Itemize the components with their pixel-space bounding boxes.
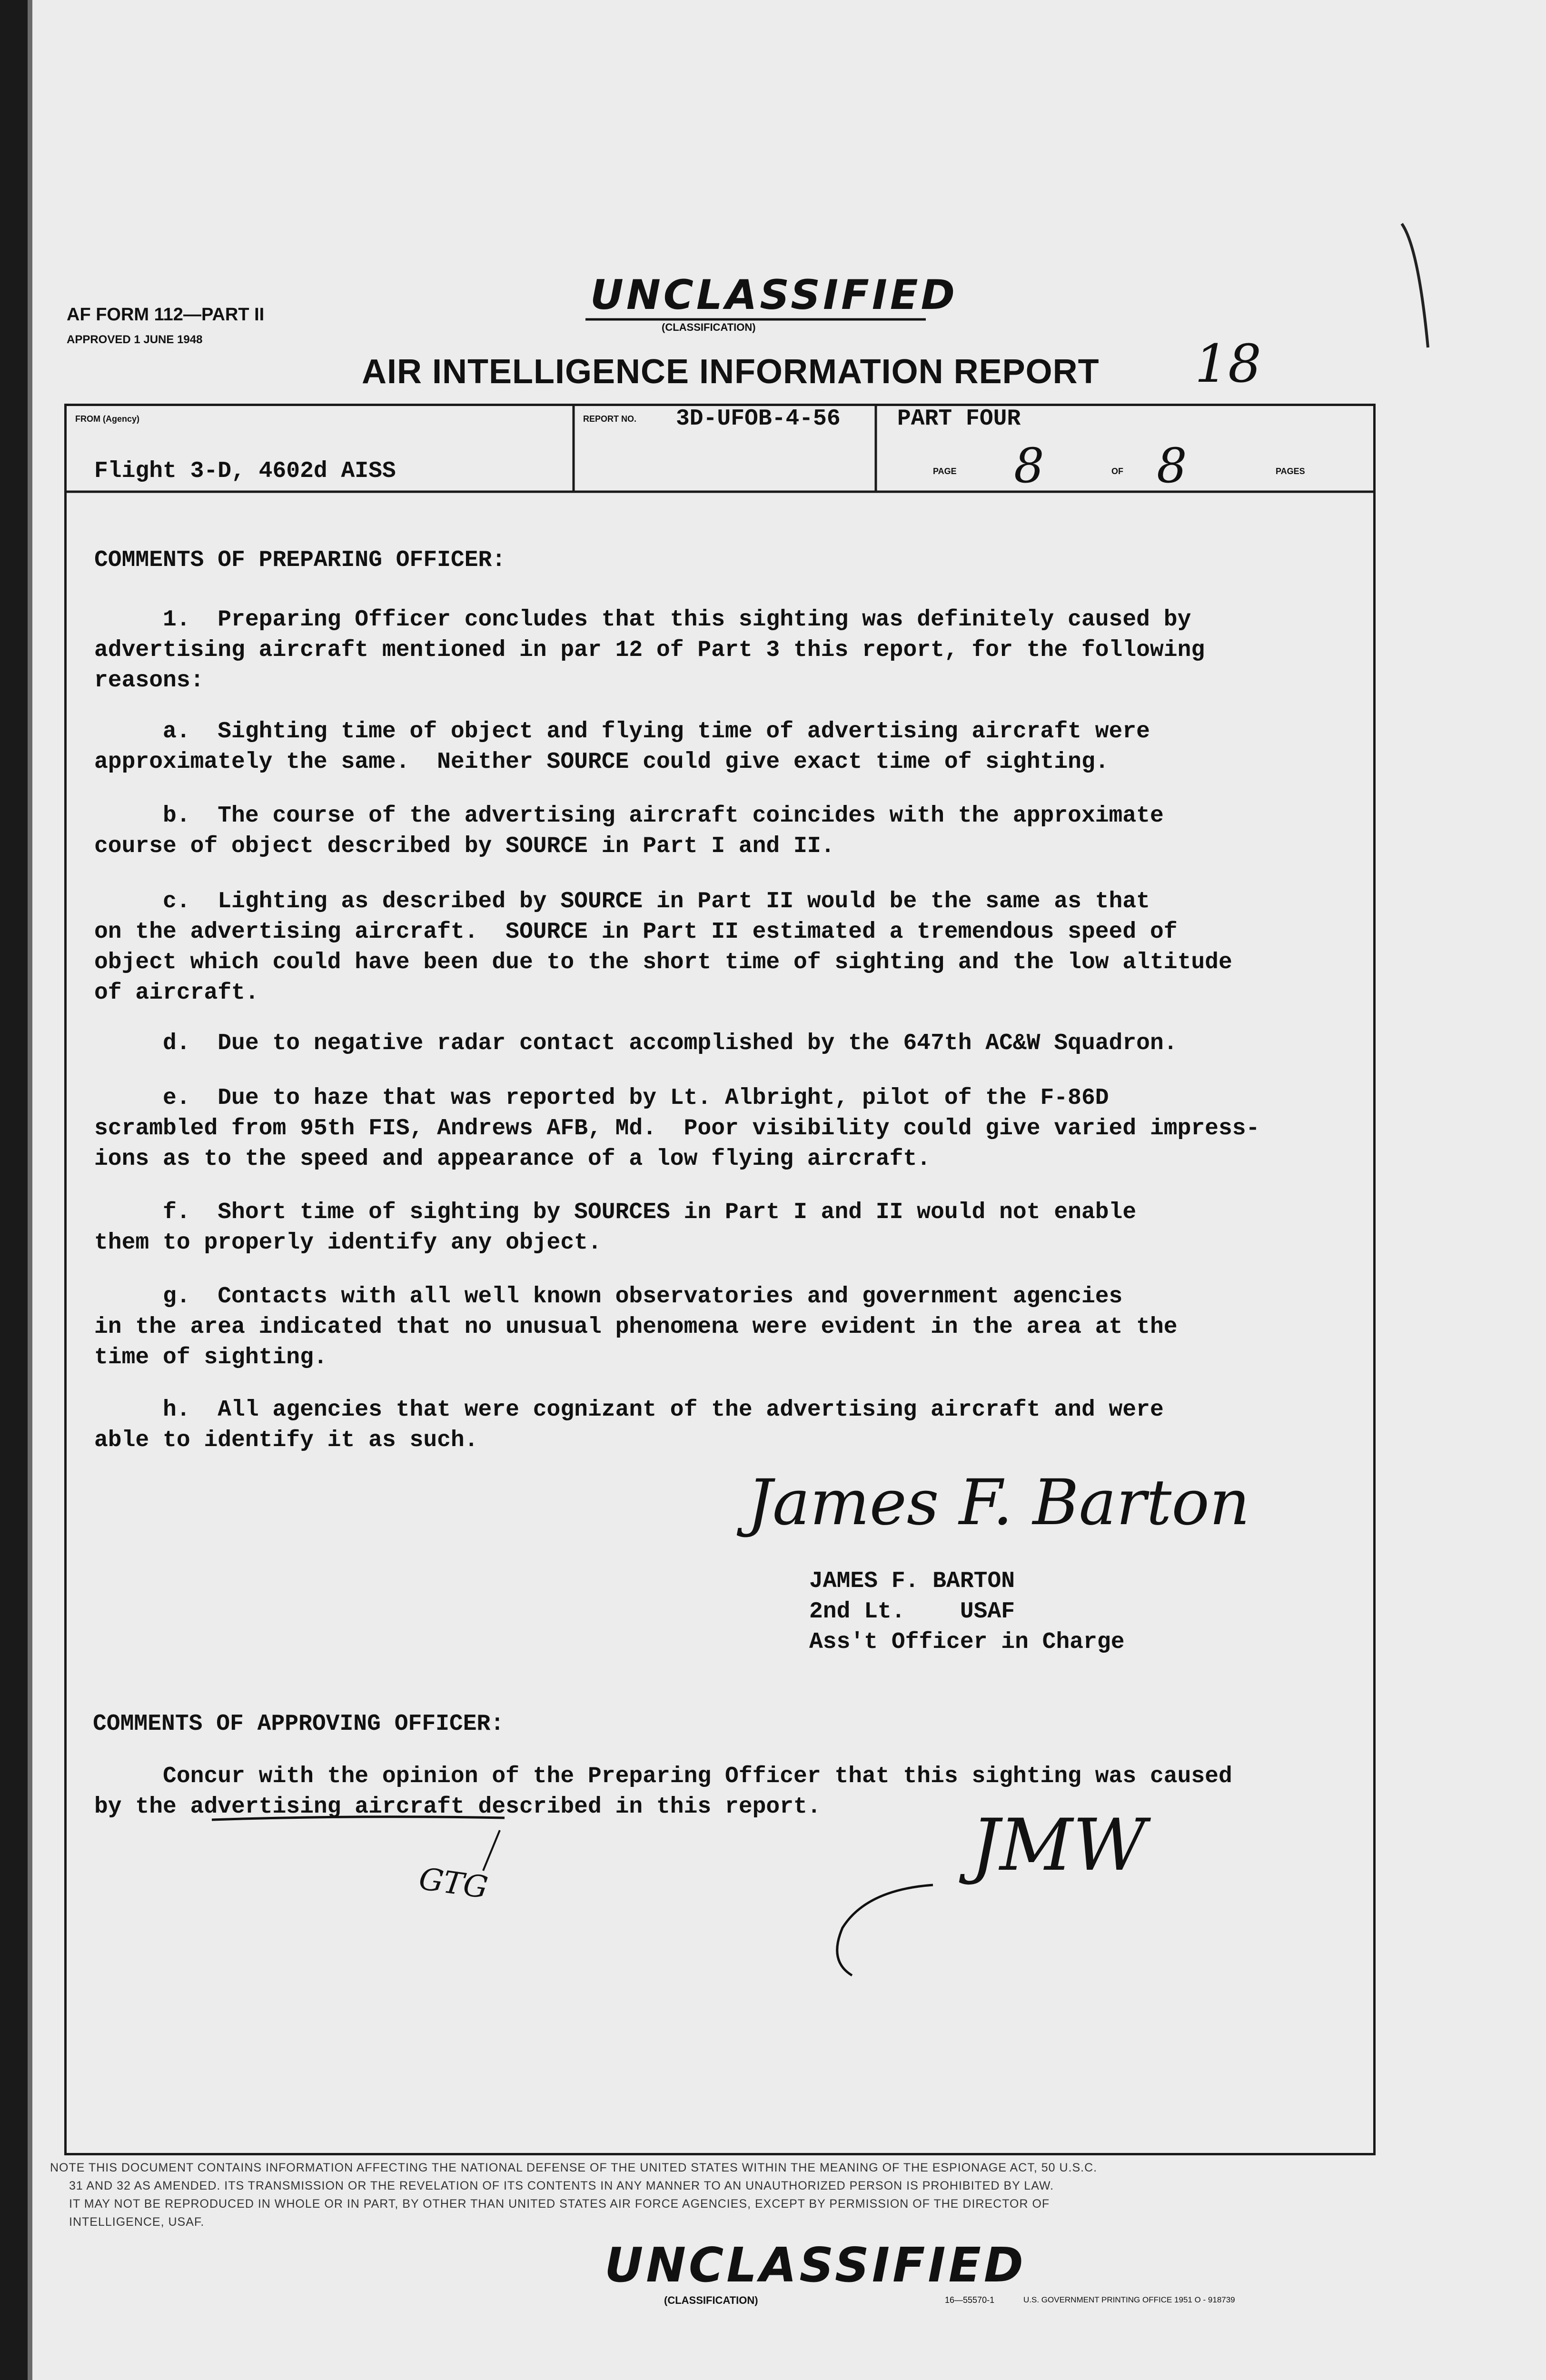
paragraph-1: [94, 605, 1205, 696]
initials-right-flourish: [809, 1880, 952, 1985]
item-e-line: ions as to the speed and appearance of a low flying aircraft.: [94, 1146, 931, 1172]
from-label: FROM (Agency): [75, 414, 139, 424]
initials-right: JMW: [971, 1804, 1146, 1887]
stamp-underline: [585, 317, 928, 323]
item-c-line: on the advertising aircraft. SOURCE in Part II estimated a tremendous speed of: [94, 919, 1178, 945]
item-h-line: h. All agencies that were cognizant of the advertising aircraft and were: [94, 1397, 1164, 1423]
item-c: [94, 886, 1232, 1008]
note-line: 31 AND 32 AS AMENDED. ITS TRANSMISSION OR THE REVELATION OF ITS CONTENTS IN ANY MANNER TO AN UNAUTHORIZED PERSON IS PROHIBITED BY LAW.: [69, 2179, 1054, 2192]
paragraph-1-line: advertising aircraft mentioned in par 12 of Part 3 this report, for the following: [94, 637, 1205, 663]
item-f-line: f. Short time of sighting by SOURCES in Part I and II would not enable: [94, 1200, 1137, 1225]
classification-label-top: (CLASSIFICATION): [662, 321, 756, 333]
approving-line: by the advertising aircraft described in this report.: [94, 1794, 821, 1820]
of-label: OF: [1111, 466, 1123, 476]
preparing-officer-signature: James F. Barton: [747, 1466, 1250, 1539]
page-value: 8: [1014, 438, 1044, 494]
paragraph-1-line: 1. Preparing Officer concludes that this sighting was definitely caused by: [94, 607, 1191, 633]
item-a-line: a. Sighting time of object and flying time of advertising aircraft were: [94, 719, 1150, 744]
signature-rank: 2nd Lt. USAF: [809, 1599, 1015, 1625]
of-value: 8: [1157, 438, 1187, 494]
item-c-line: of aircraft.: [94, 980, 259, 1006]
initials-left-stroke: [476, 1828, 505, 1875]
note-line: NOTE THIS DOCUMENT CONTAINS INFORMATION AFFECTING THE NATIONAL DEFENSE OF THE UNITED STATES WITHIN THE MEANING OF THE ESPIONAGE ACT, 50 U.S.C.: [50, 2161, 1098, 2174]
item-g-line: in the area indicated that no unusual phenomena were evident in the area at the: [94, 1314, 1178, 1340]
item-a-line: approximately the same. Neither SOURCE could give exact time of sighting.: [94, 749, 1109, 775]
item-e-line: scrambled from 95th FIS, Andrews AFB, Md. Poor visibility could give varied impress-: [94, 1116, 1260, 1141]
classification-label-bottom: (CLASSIFICATION): [664, 2294, 758, 2306]
signature-block: [809, 1566, 1125, 1657]
page-label: PAGE: [933, 466, 957, 476]
item-a: [94, 716, 1150, 777]
item-c-line: object which could have been due to the short time of sighting and the low altitude: [94, 950, 1232, 975]
item-h-line: able to identify it as such.: [94, 1428, 478, 1453]
item-e-line: e. Due to haze that was reported by Lt. Albright, pilot of the F-86D: [94, 1085, 1109, 1111]
report-no-value: 3D-UFOB-4-56: [676, 406, 841, 432]
approving-heading: COMMENTS OF APPROVING OFFICER:: [93, 1711, 505, 1737]
form-id: AF FORM 112—PART II: [67, 305, 265, 325]
security-note: [50, 2159, 1526, 2231]
page-edge-mark: [1399, 219, 1437, 352]
form-code: 16—55570-1: [945, 2295, 995, 2305]
classification-stamp-bottom: UNCLASSIFIED: [605, 2237, 1026, 2293]
pages-label: PAGES: [1276, 466, 1305, 476]
item-g: [94, 1281, 1178, 1373]
item-f-line: them to properly identify any object.: [94, 1230, 602, 1256]
item-g-line: time of sighting.: [94, 1345, 327, 1370]
item-b-line: course of object described by SOURCE in Part I and II.: [94, 833, 835, 859]
part-value: PART FOUR: [897, 406, 1021, 432]
printing-office: U.S. GOVERNMENT PRINTING OFFICE 1951 O - 918739: [1023, 2295, 1235, 2304]
handwritten-underline: [209, 1811, 514, 1825]
from-value: Flight 3-D, 4602d AISS: [94, 458, 396, 484]
item-f: [94, 1197, 1136, 1258]
signature-title: Ass't Officer in Charge: [809, 1629, 1125, 1655]
classification-stamp-top: UNCLASSIFIED: [590, 271, 958, 319]
item-e: [94, 1083, 1259, 1174]
item-g-line: g. Contacts with all well known observatories and government agencies: [94, 1284, 1123, 1309]
approving-line: Concur with the opinion of the Preparing Officer that this sighting was caused: [94, 1764, 1232, 1789]
item-d: [94, 1028, 1178, 1059]
scan-edge-shadow: [28, 0, 32, 2380]
item-d-line: d. Due to negative radar contact accomplished by the 647th AC&W Squadron.: [94, 1031, 1178, 1056]
page-mark: 18: [1195, 333, 1261, 394]
form-approved-date: APPROVED 1 JUNE 1948: [67, 333, 203, 346]
note-line: IT MAY NOT BE REPRODUCED IN WHOLE OR IN PART, BY OTHER THAN UNITED STATES AIR FORCE AGENCIES, EXCEPT BY PERMISSION OF THE DIRECTOR OF: [69, 2197, 1050, 2211]
item-b: [94, 801, 1164, 862]
paragraph-1-line: reasons:: [94, 668, 204, 694]
preparing-heading: COMMENTS OF PREPARING OFFICER:: [94, 547, 506, 573]
signature-name: JAMES F. BARTON: [809, 1568, 1015, 1594]
note-line: INTELLIGENCE, USAF.: [69, 2215, 205, 2229]
scan-edge: [0, 0, 28, 2380]
item-c-line: c. Lighting as described by SOURCE in Part II would be the same as that: [94, 889, 1150, 914]
item-b-line: b. The course of the advertising aircraft coincides with the approximate: [94, 803, 1164, 829]
report-no-label: REPORT NO.: [583, 414, 637, 424]
item-h: [94, 1395, 1164, 1456]
initials-left: GTG: [416, 1861, 490, 1906]
report-title: AIR INTELLIGENCE INFORMATION REPORT: [362, 353, 1100, 391]
